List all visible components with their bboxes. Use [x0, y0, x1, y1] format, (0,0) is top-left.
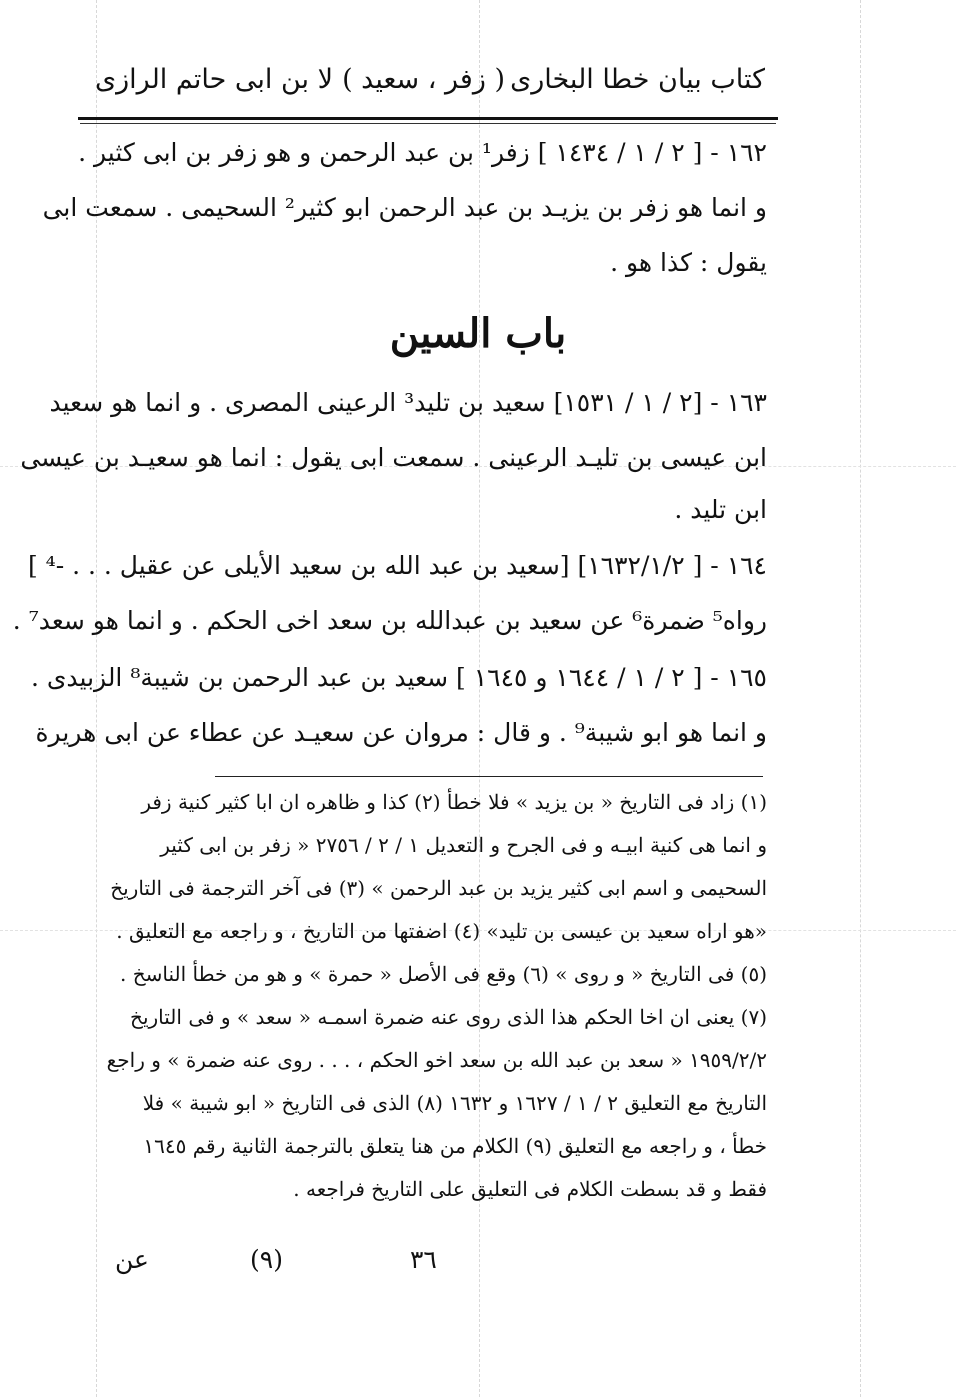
footnote-line: (٥) فى التاريخ « و روى » (٦) وقع فى الأصل « حمرة » و هو من خطأ الناسخ . — [119, 962, 767, 986]
entry-block-main — [12, 388, 767, 768]
section-heading: باب السين — [389, 310, 567, 357]
text-line: ١٦٥ - [ ٢ / ١ / ١٦٤٤ و ١٦٤٥ ] سعيد بن عبد الرحمن بن شيبة⁸ الزبيدى . — [30, 663, 767, 692]
footnote-line: و انما هى كنية ابيـه و فى الجرح و التعديل ١ / ٢ / ٢٧٥٦ « زفر بن ابى كثير — [160, 833, 767, 857]
running-header — [95, 58, 765, 108]
header-author: لا بن ابى حاتم الرازى — [95, 64, 334, 95]
scan-guide-line — [860, 0, 861, 1397]
text-line: رواه⁵ ضمرة⁶ عن سعيد بن عبدالله بن سعد اخى الحكم . و انما هو سعد⁷ . — [12, 606, 767, 635]
footnote-line: (٧) يعنى ان اخا الحكم هذا الذى روى عنه ضمرة اسمـه « سعد » و فى التاريخ — [130, 1005, 767, 1029]
text-line: ١٦٤ - [ ١٦٣٢/١/٢] [سعيد بن عبد الله بن سعيد الأيلى عن عقيل . . . -⁴ ] — [27, 551, 767, 580]
text-line: ١٦٢ - [ ٢ / ١ / ١٤٣٤ ] زفر¹ بن عبد الرحمن و هو زفر بن ابى كثير . — [78, 138, 767, 167]
footnote-line: خطأ ، و راجعه مع التعليق (٩) الكلام من هنا يتعلق بالترجمة الثانية رقم ١٦٤٥ — [143, 1134, 767, 1158]
footnotes — [95, 790, 767, 1230]
text-line: ١٦٣ - [٢ / ١ / ١٥٣١] سعيد بن تليد³ الرعينى المصرى . و انما هو سعيد — [49, 388, 767, 417]
text-line: ابن عيسى بن تليـد الرعينى . سمعت ابى يقول : انما هو سعيـد بن عيسى — [20, 443, 767, 472]
catchword: عن — [115, 1245, 149, 1274]
footnote-line: فقط و قد بسطت الكلام فى التعليق على التاريخ فراجعه . — [293, 1177, 767, 1201]
header-rule — [78, 117, 778, 120]
header-rule-thin — [80, 123, 776, 124]
footer-footnote-marker: (٩) — [250, 1245, 283, 1274]
footnote-line: السحيمى و اسم ابى كثير يزيد بن عبد الرحمن » (٣) فى آخر الترجمة فى التاريخ — [110, 876, 767, 900]
text-line: و انما هو زفر بن يزيـد بن عبد الرحمن ابو كثير² السحيمى . سمعت ابى — [42, 193, 767, 222]
text-line: و انما هو ابو شيبة⁹ . و قال : مروان عن سعيـد عن عطاء عن ابى هريرة — [35, 718, 767, 747]
footnote-line: «هو اراه سعيد بن عيسى بن تليد» (٤) اضفتها من التاريخ ، و راجعه مع التعليق . — [116, 919, 767, 943]
text-line: يقول : كذا هو . — [610, 248, 767, 277]
text-line: ابن تليد . — [674, 495, 767, 524]
footnote-rule — [215, 776, 763, 777]
page-number: ٣٦ — [410, 1245, 437, 1274]
footnote-line: التاريخ مع التعليق ٢ / ١ / ١٦٢٧ و ١٦٣٢ (٨) الذى فى التاريخ « ابو شيبة » فلا — [142, 1091, 767, 1115]
header-range: ( زفر ، سعيد ) — [342, 64, 505, 95]
footnote-line: (١) زاد فى التاريخ « بن يزيد » فلا خطأ (٢) كذا و ظاهره ان ابا كثير كنية زفر — [141, 790, 767, 814]
book-title: كتاب بيان خطا البخارى — [510, 64, 765, 95]
footnote-line: ١٩٥٩/٢/٢ « سعد بن عبد الله بن سعد اخو الحكم ، . . . روى عنه ضمرة » و راجع — [106, 1048, 767, 1072]
entry-block-top — [42, 138, 767, 288]
